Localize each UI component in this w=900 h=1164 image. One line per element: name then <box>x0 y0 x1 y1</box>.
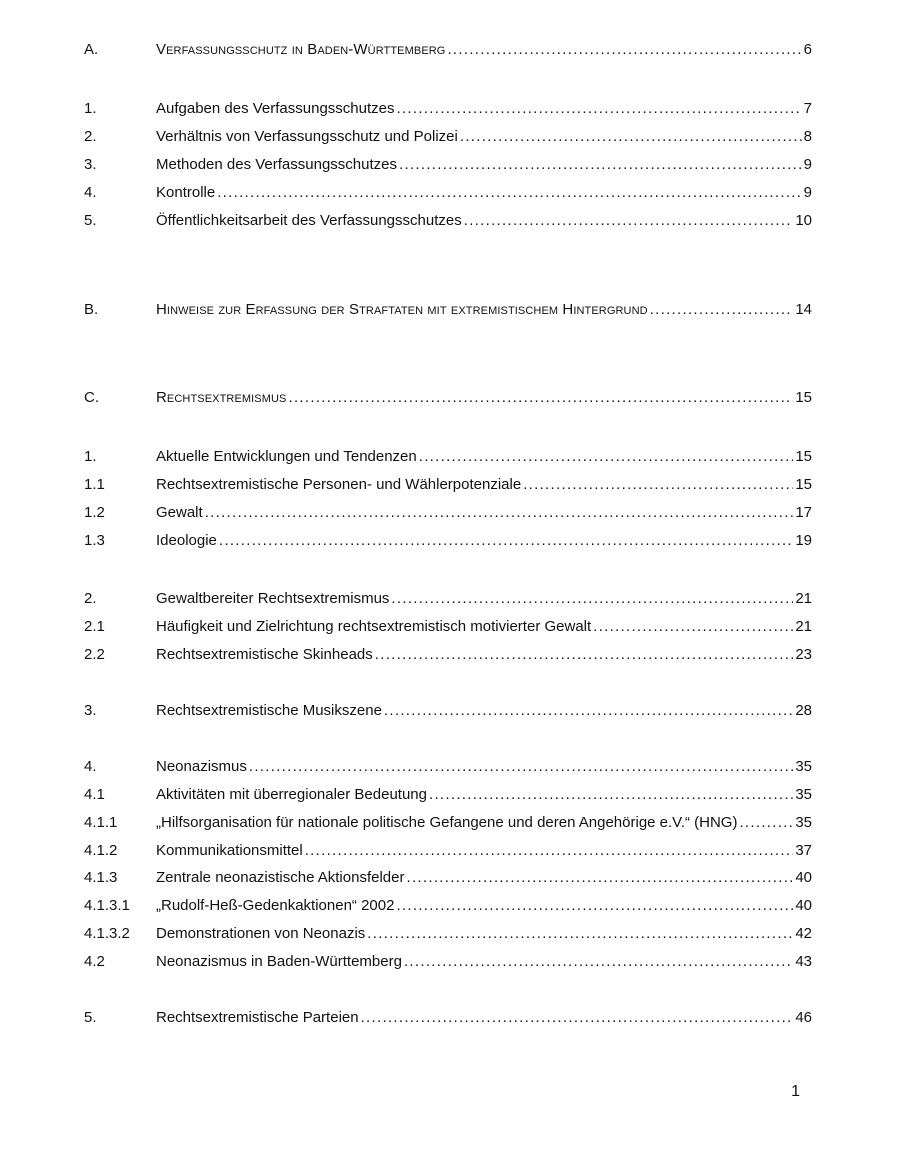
toc-entry <box>84 446 812 468</box>
toc-entry-page: 40 <box>795 897 812 914</box>
toc-entry-title: Aktuelle Entwicklungen und Tendenzen <box>156 448 417 465</box>
toc-entry <box>84 784 812 806</box>
toc-entry-page: 17 <box>795 504 812 521</box>
toc-entry-page: 15 <box>795 448 812 465</box>
toc-dot-leader <box>406 867 793 889</box>
toc-entry-page: 21 <box>795 618 812 635</box>
toc-dot-leader <box>361 1007 794 1029</box>
toc-entry-title: Rechtsextremistische Skinheads <box>156 646 373 663</box>
toc-entry-title: Gewaltbereiter Rechtsextremismus <box>156 590 390 607</box>
toc-entry-page: 28 <box>795 702 812 719</box>
toc-entry-title: Rechtsextremistische Personen- und Wählerpotenziale <box>156 476 522 493</box>
toc-entry <box>84 812 812 834</box>
toc-entry <box>84 1007 812 1029</box>
toc-entry-page: 19 <box>795 532 812 549</box>
toc-dot-leader <box>396 895 793 917</box>
toc-entry-number: 1.2 <box>84 504 105 521</box>
toc-entry-title: Ideologie <box>156 532 217 549</box>
toc-entry-title: Gewalt <box>156 504 203 521</box>
toc-entry-page: 6 <box>803 41 812 58</box>
toc-entry-title: Kontrolle <box>156 184 216 201</box>
toc-entry-title: Aktivitäten mit überregionaler Bedeutung <box>156 786 427 803</box>
toc-entry-number: 1. <box>84 100 97 117</box>
toc-entry-page: 23 <box>795 646 812 663</box>
toc-dot-leader <box>460 126 802 148</box>
toc-dot-leader <box>367 923 793 945</box>
toc-entry-number: 2. <box>84 128 97 145</box>
toc-dot-leader <box>593 616 793 638</box>
toc-entry-page: 15 <box>795 476 812 493</box>
toc-dot-leader <box>205 502 794 524</box>
toc-dot-leader <box>217 182 801 204</box>
toc-entry-page: 35 <box>795 786 812 803</box>
toc-entry-title: Rechtsextremistische Parteien <box>156 1009 359 1026</box>
toc-dot-leader <box>391 588 793 610</box>
toc-entry-number: 1.1 <box>84 476 105 493</box>
toc-entry-number: 4. <box>84 758 97 775</box>
toc-entry-title: Neonazismus in Baden-Württemberg <box>156 953 402 970</box>
toc-dot-leader <box>447 39 801 61</box>
toc-entry <box>84 756 812 778</box>
toc-entry-page: 37 <box>795 842 812 859</box>
toc-entry-page: 35 <box>795 814 812 831</box>
toc-entry-number: 4.1.1 <box>84 814 118 831</box>
toc-entry <box>84 299 812 321</box>
toc-entry-number: 4.2 <box>84 953 105 970</box>
toc-entry-title: Rechtsextremistische Musikszene <box>156 702 382 719</box>
toc-entry <box>84 530 812 552</box>
toc-dot-leader <box>397 98 802 120</box>
toc-entry-page: 46 <box>795 1009 812 1026</box>
toc-entry-title: „Hilfsorganisation für nationale politische Gefangene und deren Angehörige e.V.“ (HNG) <box>156 814 738 831</box>
toc-dot-leader <box>464 210 794 232</box>
toc-dot-leader <box>419 446 794 468</box>
toc-dot-leader <box>523 474 793 496</box>
toc-dot-leader <box>289 387 794 409</box>
toc-entry <box>84 126 812 148</box>
toc-entry-page: 9 <box>803 156 812 173</box>
toc-entry <box>84 182 812 204</box>
toc-entry-title: Rechtsextremismus <box>156 389 287 406</box>
toc-entry-number: 4. <box>84 184 97 201</box>
toc-entry-number: 1.3 <box>84 532 105 549</box>
toc-entry <box>84 616 812 638</box>
toc-entry-title: Hinweise zur Erfassung der Straftaten mit extremistischem Hintergrund <box>156 301 648 318</box>
toc-entry-title: Aufgaben des Verfassungsschutzes <box>156 100 395 117</box>
toc-entry-number: 4.1.3.2 <box>84 925 130 942</box>
toc-entry-page: 8 <box>803 128 812 145</box>
toc-entry <box>84 98 812 120</box>
toc-entry-number: B. <box>84 301 99 318</box>
toc-entry-page: 21 <box>795 590 812 607</box>
toc-entry <box>84 39 812 61</box>
toc-dot-leader <box>384 700 793 722</box>
toc-entry-title: Häufigkeit und Zielrichtung rechtsextremistisch motivierter Gewalt <box>156 618 592 635</box>
toc-entry-page: 7 <box>803 100 812 117</box>
toc-entry <box>84 700 812 722</box>
toc-dot-leader <box>249 756 793 778</box>
toc-entry-page: 14 <box>795 301 812 318</box>
toc-entry-page: 42 <box>795 925 812 942</box>
toc-entry-number: 4.1.3 <box>84 869 118 886</box>
toc-entry-number: 2.1 <box>84 618 105 635</box>
toc-entry-title: Kommunikationsmittel <box>156 842 303 859</box>
toc-dot-leader <box>429 784 793 806</box>
page-number: 1 <box>791 1083 800 1100</box>
toc-entry <box>84 387 812 409</box>
toc-entry <box>84 588 812 610</box>
toc-entry-number: 3. <box>84 156 97 173</box>
toc-entry-page: 43 <box>795 953 812 970</box>
toc-entry <box>84 474 812 496</box>
toc-entry <box>84 840 812 862</box>
toc-entry <box>84 210 812 232</box>
toc-entry <box>84 644 812 666</box>
toc-entry-title: Verfassungsschutz in Baden-Württemberg <box>156 41 446 58</box>
toc-entry-number: 4.1 <box>84 786 105 803</box>
toc-entry-title: Öffentlichkeitsarbeit des Verfassungsschutzes <box>156 212 462 229</box>
toc-entry-title: Verhältnis von Verfassungsschutz und Polizei <box>156 128 458 145</box>
toc-dot-leader <box>739 812 793 834</box>
toc-dot-leader <box>404 951 793 973</box>
toc-entry-page: 35 <box>795 758 812 775</box>
toc-entry <box>84 502 812 524</box>
toc-entry <box>84 895 812 917</box>
toc-entry-title: Neonazismus <box>156 758 247 775</box>
toc-dot-leader <box>399 154 802 176</box>
toc-dot-leader <box>650 299 794 321</box>
toc-entry <box>84 923 812 945</box>
toc-entry-number: 4.1.3.1 <box>84 897 130 914</box>
toc-entry-page: 15 <box>795 389 812 406</box>
toc-entry <box>84 154 812 176</box>
toc-dot-leader <box>305 840 794 862</box>
toc-entry-number: 5. <box>84 1009 97 1026</box>
toc-entry-number: 2.2 <box>84 646 105 663</box>
toc-entry-number: A. <box>84 41 99 58</box>
toc-entry-number: C. <box>84 389 99 406</box>
toc-entry-number: 5. <box>84 212 97 229</box>
toc-entry-title: „Rudolf-Heß-Gedenkaktionen“ 2002 <box>156 897 395 914</box>
toc-dot-leader <box>219 530 793 552</box>
toc-entry-title: Methoden des Verfassungsschutzes <box>156 156 397 173</box>
toc-dot-leader <box>375 644 794 666</box>
toc-entry-title: Zentrale neonazistische Aktionsfelder <box>156 869 405 886</box>
toc-entry-number: 2. <box>84 590 97 607</box>
toc-entry-page: 10 <box>795 212 812 229</box>
toc-entry-title: Demonstrationen von Neonazis <box>156 925 366 942</box>
toc-entry-page: 9 <box>803 184 812 201</box>
toc-entry-number: 3. <box>84 702 97 719</box>
toc-entry-number: 4.1.2 <box>84 842 118 859</box>
toc-entry <box>84 867 812 889</box>
toc-entry-number: 1. <box>84 448 97 465</box>
toc-entry-page: 40 <box>795 869 812 886</box>
toc-entry <box>84 951 812 973</box>
